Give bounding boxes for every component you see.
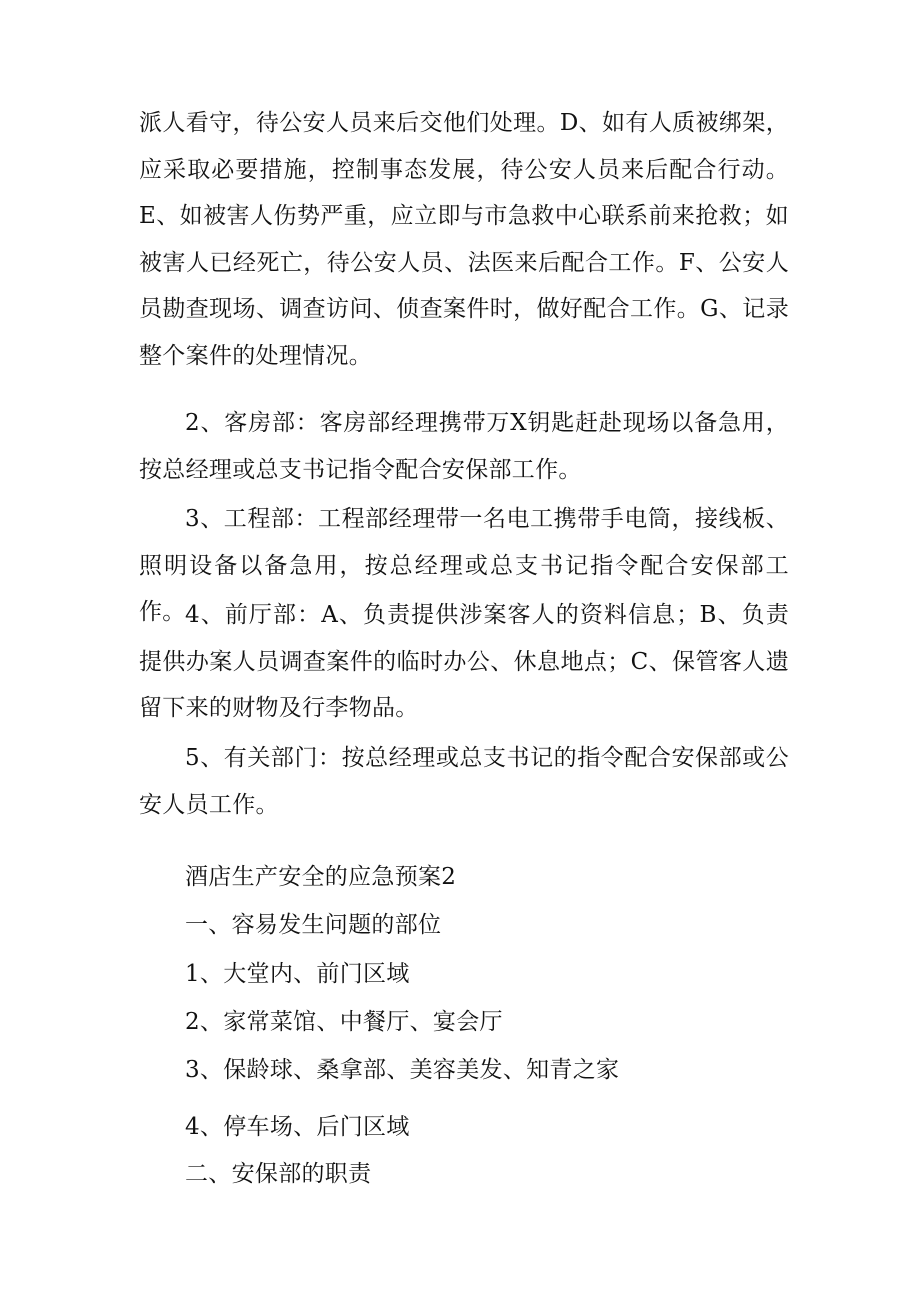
paragraph-engineering: 3、工程部：工程部经理带一名电工携带手电筒，接线板、照明设备以备急用，按总经理或总支书记指令配合安保部工作。	[139, 506, 789, 625]
paragraph-case-handling: 派人看守，待公安人员来后交他们处理。D、如有人质被绑架，应采取必要措施，控制事态发展，待公安人员来后配合行动。E、如被害人伤势严重，应立即与市急救中心联系前来抢救；如被害人已经死亡，待公安人员、法医来后配合工作。F、公安人员勘查现场、调查访问、侦查案件时，做好配合工作。G、记录整个案件的处理情况。	[139, 110, 789, 369]
list-item: 2、家常菜馆、中餐厅、宴会厅	[185, 1009, 503, 1035]
list-item: 4、停车场、后门区域	[185, 1114, 410, 1140]
paragraph-housekeeping: 2、客房部：客房部经理携带万X钥匙赶赴现场以备急用，按总经理或总支书记指令配合安保部工作。	[139, 410, 789, 483]
heading-problem-areas: 一、容易发生问题的部位	[185, 912, 442, 938]
list-item: 1、大堂内、前门区域	[185, 961, 410, 987]
section-title: 酒店生产安全的应急预案2	[185, 864, 457, 890]
paragraph-front-office: 4、前厅部：A、负责提供涉案客人的资料信息；B、负责提供办案人员调查案件的临时办公、休息地点；C、保管客人遗留下来的财物及行李物品。	[139, 602, 789, 721]
list-item: 3、保龄球、桑拿部、美容美发、知青之家	[185, 1057, 620, 1083]
paragraph-related-departments: 5、有关部门：按总经理或总支书记的指令配合安保部或公安人员工作。	[139, 745, 789, 818]
heading-security-duties: 二、安保部的职责	[185, 1161, 372, 1187]
